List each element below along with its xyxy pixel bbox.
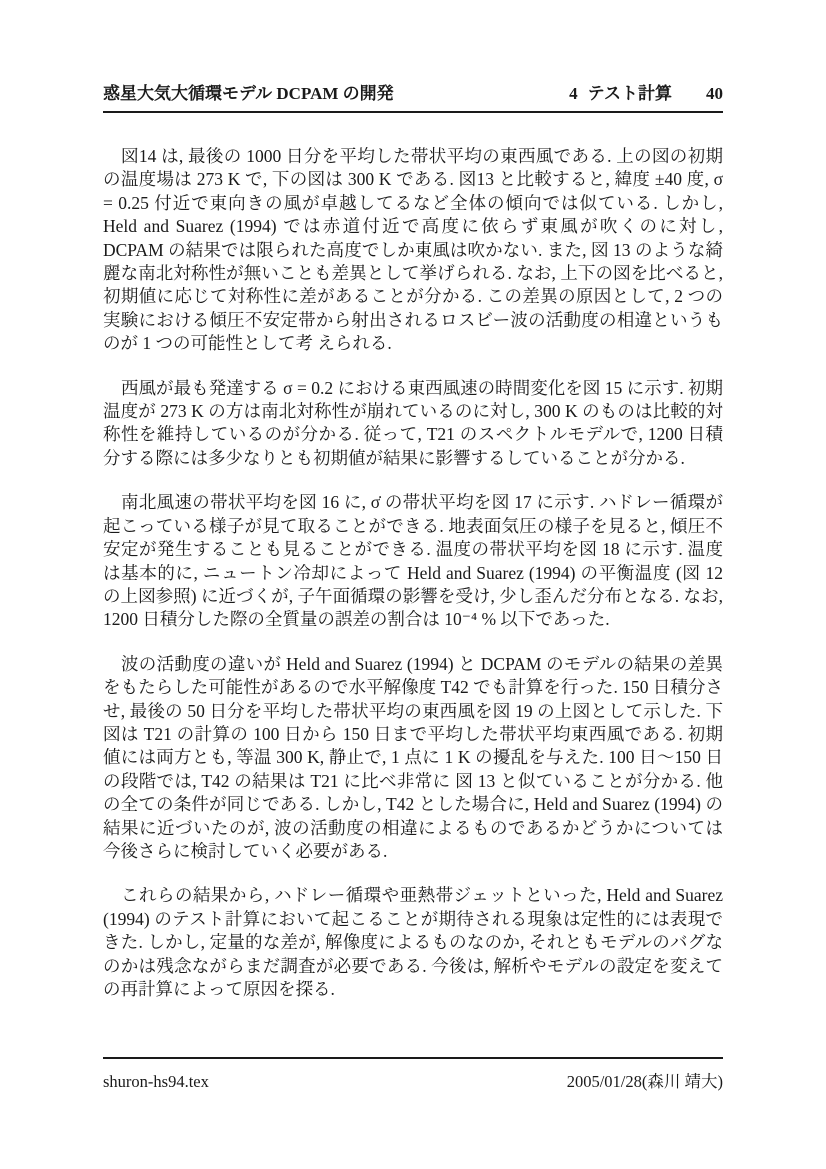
section-number: 4 bbox=[569, 84, 578, 103]
body-text bbox=[103, 145, 723, 1022]
page-footer bbox=[103, 1057, 723, 1092]
paragraph-2: 西風が最も発達する σ = 0.2 における東西風速の時間変化を図 15 に示す. 初期温度が 273 K の方は南北対称性が崩れているのに対し, 300 K のものは比較的対称性を維持しているのが分かる. 従って, T21 のスペクトルモデルで, 1200 日積分する際には多少なりとも初期値が結果に影響するしていることが分かる. bbox=[103, 377, 723, 468]
page-number: 40 bbox=[706, 84, 723, 103]
section-title: テスト計算 bbox=[587, 84, 672, 103]
paragraph-5: これらの結果から, ハドレー循環や亜熱帯ジェットといった, Held and Suarez (1994) のテスト計算において起こることが期待される現象は定性的には表現できた. しかし, 定量的な差が, 解像度によるものなのか, それともモデルのバグなのかは残念ながらまだ調査が必要である. 今後は, 解析やモデルの設定を変えての再計算によって原因を探る. bbox=[103, 885, 723, 999]
page-header bbox=[103, 79, 723, 113]
footer-filename: shuron-hs94.tex bbox=[103, 1072, 209, 1091]
paragraph-1: 図14 は, 最後の 1000 日分を平均した帯状平均の東西風である. 上の図の初期の温度場は 273 K で, 下の図は 300 K である. 図13 と比較すると, 緯度 ±40 度, σ = 0.25 付近で東向きの風が卓越してるなど全体の傾向では似ている. しかし, Held and Suarez (1994) では赤道付近で高度に依らず東風が吹くのに対し, DCPAM の結果では限られた高度でしか東風は吹かない. また, 図 13 のような綺麗な南北対称性が無いことも差異として挙げられる. なお, 上下の図を比べると, 初期値に応じて対称性に差があることが分かる. この差異の原因として, 2 つの実験における傾圧不安定帯から射出されるロスビー波の活動度の相違というものが 1 つの可能性として考 えられる. bbox=[103, 146, 723, 354]
footer-date-author: 2005/01/28(森川 靖大) bbox=[566, 1072, 723, 1091]
document-title: 惑星大気大循環モデル DCPAM の開発 bbox=[103, 84, 394, 103]
paragraph-4: 波の活動度の違いが Held and Suarez (1994) と DCPAM のモデルの結果の差異をもたらした可能性があるので水平解像度 T42 でも計算を行った. 150 日積分させ, 最後の 50 日分を平均した帯状平均の東西風を図 19 の上図として示した. 下図は T21 の計算の 100 日から 150 日まで平均した帯状平均東西風である. 初期値には両方とも, 等温 300 K, 静止で, 1 点に 1 K の擾乱を与えた. 100 日〜150 日の段階では, T42 の結果は T21 に比べ非常に 図 13 と似ていることが分かる. 他の全ての条件が同じである. しかし, T42 とした場合に, Held and Suarez (1994) の結果に近づいたのが, 波の活動度の相違によるものであるかどうかについては今後さらに検討していく必要がある. bbox=[103, 653, 723, 861]
header-section-group bbox=[569, 79, 723, 104]
paragraph-3: 南北風速の帯状平均を図 16 に, σ̇ の帯状平均を図 17 に示す. ハドレー循環が起こっている様子が見て取ることができる. 地表面気圧の様子を見ると, 傾圧不安定が発生することも見ることができる. 温度の帯状平均を図 18 に示す. 温度は基本的に, ニュートン冷却によって Held and Suarez (1994) の平衡温度 (図 12 の上図参照) に近づくが, 子午面循環の影響を受け, 少し歪んだ分布となる. なお, 1200 日積分した際の全質量の誤差の割合は 10⁻⁴ % 以下であった. bbox=[103, 492, 723, 630]
